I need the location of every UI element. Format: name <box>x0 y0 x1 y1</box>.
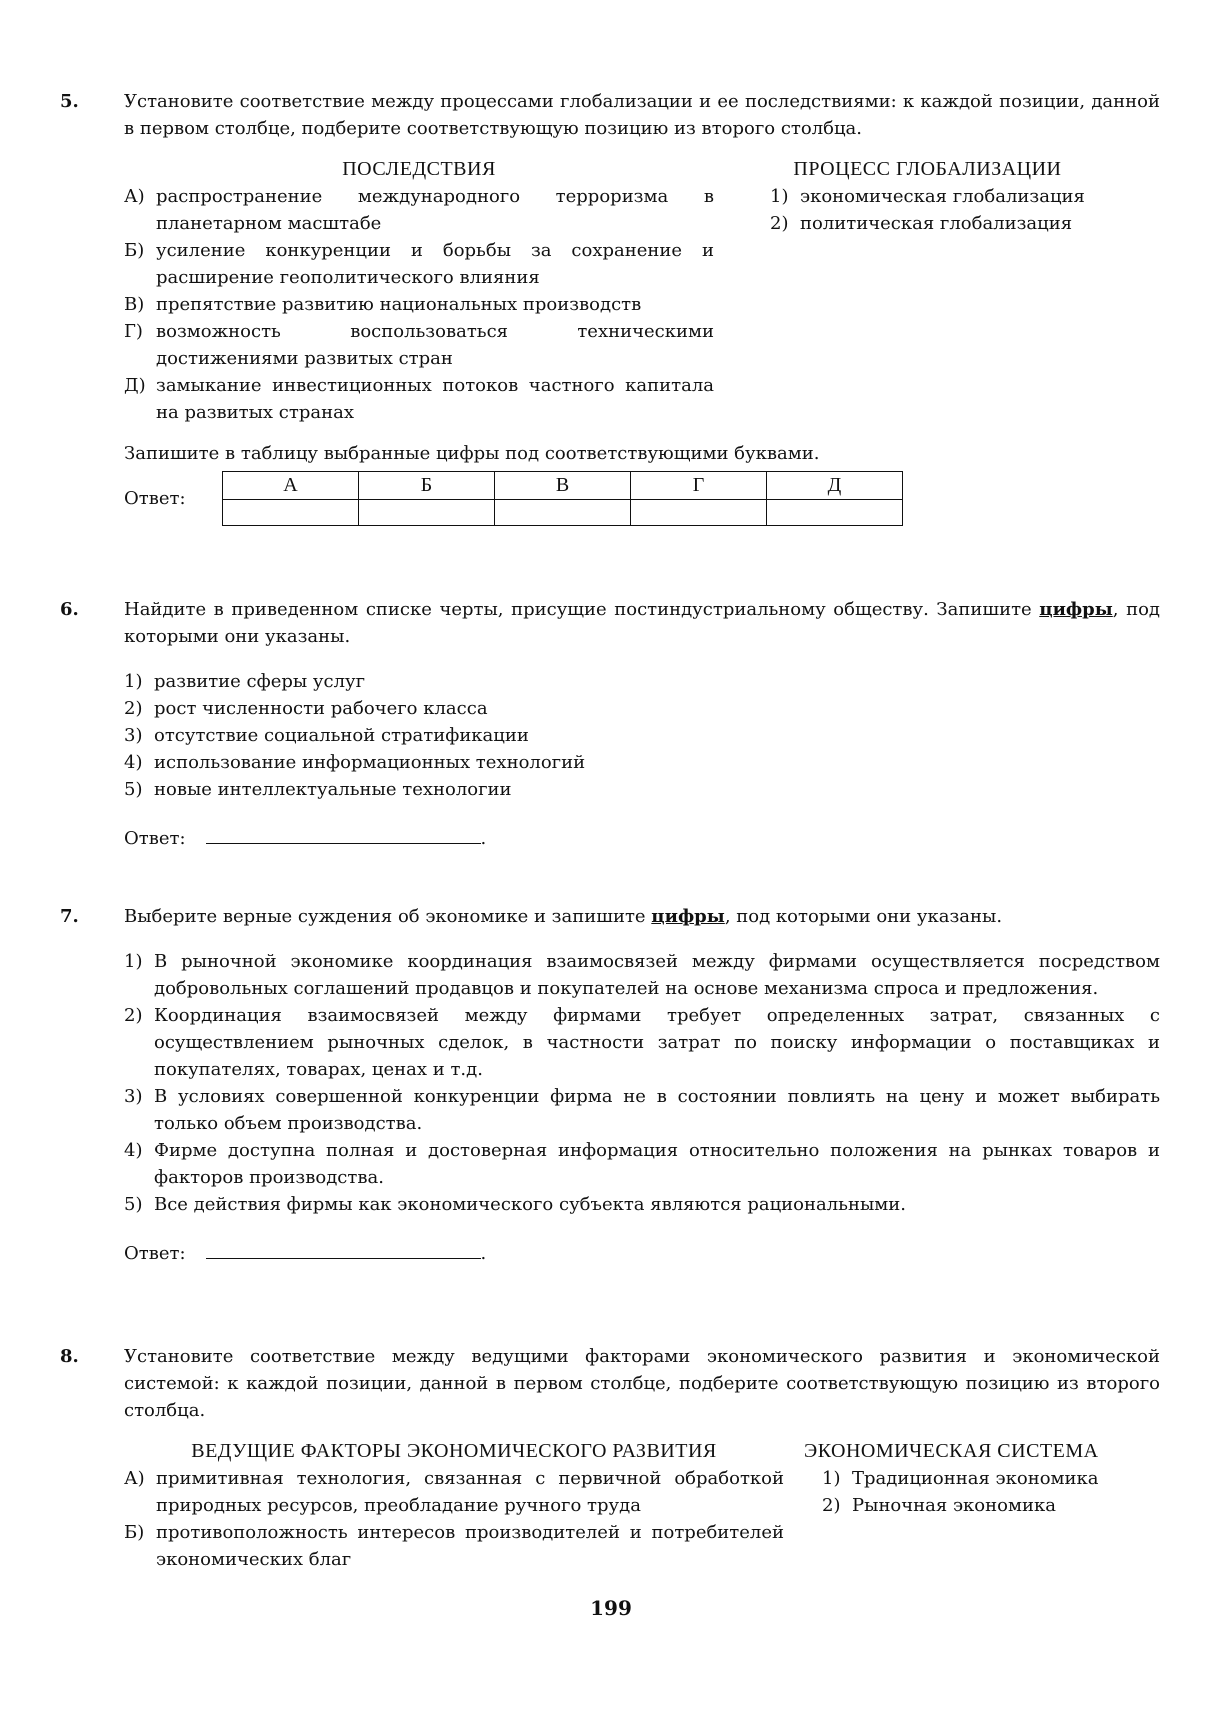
list-item <box>124 291 714 318</box>
item-label: 1) <box>822 1468 841 1489</box>
item-text: противоположность интересов производителей и потребителей экономических благ <box>156 1522 784 1570</box>
item-text: Традиционная экономика <box>852 1468 1099 1489</box>
list-item <box>124 237 714 291</box>
column-header: ЭКОНОМИЧЕСКАЯ СИСТЕМА <box>804 1440 1099 1462</box>
list-item <box>124 668 1160 695</box>
column-header: ПРОЦЕСС ГЛОБАЛИЗАЦИИ <box>793 158 1062 180</box>
question-text: Установите соответствие между ведущими факторами экономического развития и экономической системой: к каждой позиции, данной в первом столбце, подберите соответствующую позицию из второго столбца. <box>124 1346 1160 1421</box>
list-item <box>770 210 1085 237</box>
item-label: 1) <box>124 671 143 692</box>
list-item <box>124 318 714 372</box>
item-text: развитие сферы услуг <box>154 671 366 692</box>
emphasis-digits: цифры <box>1039 599 1113 620</box>
item-label: 4) <box>124 752 143 773</box>
answer-label: Ответ: <box>124 488 186 509</box>
question-6 <box>60 596 1160 852</box>
list-item <box>822 1492 1099 1519</box>
emphasis-digits: цифры <box>651 906 725 927</box>
item-label: 3) <box>124 1086 143 1107</box>
statements-list <box>124 948 1160 1218</box>
answer-table <box>222 471 903 526</box>
answer-cell[interactable] <box>767 500 903 526</box>
answer-cell[interactable] <box>495 500 631 526</box>
list-item <box>124 1137 1160 1191</box>
question-text: Установите соответствие между процессами глобализации и ее последствиями: к каждой позиции, данной в первом столбце, подберите соответствующую позицию из второго столбца. <box>124 91 1160 139</box>
item-label: 2) <box>124 1005 143 1026</box>
table-header-cell: В <box>495 472 631 500</box>
table-header-cell: Д <box>767 472 903 500</box>
answer-cell[interactable] <box>631 500 767 526</box>
question-number: 5. <box>60 91 79 112</box>
table-header-cell: А <box>223 472 359 500</box>
question-text <box>124 596 1160 650</box>
answer-label: Ответ: <box>124 828 186 849</box>
item-text: отсутствие социальной стратификации <box>154 725 529 746</box>
item-text: распространение международного терроризма в планетарном масштабе <box>156 186 714 234</box>
answer-line[interactable] <box>206 823 481 844</box>
item-text: экономическая глобализация <box>800 186 1085 207</box>
consequences-column <box>124 156 714 426</box>
item-text: примитивная технология, связанная с первичной обработкой природных ресурсов, преобладание ручного труда <box>156 1468 784 1516</box>
list-item <box>124 183 714 237</box>
answer-cell[interactable] <box>359 500 495 526</box>
item-text: В условиях совершенной конкуренции фирма не в состоянии повлиять на цену и может выбирать только объем производства. <box>154 1086 1160 1134</box>
answer-row <box>124 823 1160 852</box>
question-8 <box>60 1343 1160 1573</box>
item-label: А) <box>124 186 145 207</box>
answer-cell[interactable] <box>223 500 359 526</box>
answer-label: Ответ: <box>124 1243 186 1264</box>
options-list <box>124 668 1160 803</box>
item-text: усиление конкуренции и борьбы за сохранение и расширение геополитического влияния <box>156 240 714 288</box>
item-label: 1) <box>124 951 143 972</box>
item-label: Д) <box>124 375 146 396</box>
item-text: использование информационных технологий <box>154 752 586 773</box>
list-item <box>124 1519 784 1573</box>
item-label: Б) <box>124 240 145 261</box>
list-item <box>124 1465 784 1519</box>
question-text-part: , под которыми они указаны. <box>124 599 1160 647</box>
item-label: 3) <box>124 725 143 746</box>
item-text: Фирме доступна полная и достоверная информация относительно положения на рынках товаров и факторов производства. <box>154 1140 1160 1188</box>
question-7 <box>60 903 1160 1267</box>
item-label: 5) <box>124 1194 143 1215</box>
question-number: 6. <box>60 599 79 620</box>
list-item <box>822 1465 1099 1492</box>
item-label: Б) <box>124 1522 145 1543</box>
answer-row <box>124 471 1160 526</box>
list-item <box>124 1083 1160 1137</box>
item-label: 5) <box>124 779 143 800</box>
answer-end: . <box>480 828 487 849</box>
item-text: препятствие развитию национальных производств <box>156 294 642 315</box>
item-label: 2) <box>822 1495 841 1516</box>
item-label: В) <box>124 294 145 315</box>
column-header: ВЕДУЩИЕ ФАКТОРЫ ЭКОНОМИЧЕСКОГО РАЗВИТИЯ <box>191 1440 717 1462</box>
list-item <box>124 1002 1160 1083</box>
factors-column <box>124 1438 784 1573</box>
item-text: рост численности рабочего класса <box>154 698 488 719</box>
list-item <box>124 749 1160 776</box>
question-5 <box>60 88 1160 526</box>
item-label: А) <box>124 1468 145 1489</box>
list-item <box>124 1191 1160 1218</box>
globalization-column <box>770 156 1085 426</box>
item-text: новые интеллектуальные технологии <box>154 779 512 800</box>
list-item <box>124 372 714 426</box>
answer-row <box>124 1238 1160 1267</box>
question-text-part: , под которыми они указаны. <box>724 906 1003 927</box>
item-label: 2) <box>124 698 143 719</box>
item-text: Все действия фирмы как экономического субъекта являются рациональными. <box>154 1194 906 1215</box>
item-label: 2) <box>770 213 789 234</box>
item-text: В рыночной экономике координация взаимосвязей между фирмами осуществляется посредством добровольных соглашений продавцов и покупателей на основе механизма спроса и предложения. <box>154 951 1160 999</box>
question-number: 7. <box>60 906 79 927</box>
list-item <box>124 776 1160 803</box>
answer-end: . <box>480 1243 487 1264</box>
list-item <box>124 695 1160 722</box>
list-item <box>124 948 1160 1002</box>
question-text-part: Найдите в приведенном списке черты, присущие постиндустриальному обществу. Запишите <box>124 599 1040 620</box>
question-text-part: Выберите верные суждения об экономике и запишите <box>124 906 652 927</box>
item-label: 1) <box>770 186 789 207</box>
question-number: 8. <box>60 1346 79 1367</box>
page-number: 199 <box>590 1596 632 1620</box>
list-item <box>770 183 1085 210</box>
item-text: политическая глобализация <box>800 213 1073 234</box>
item-text: возможность воспользоваться техническими достижениями развитых стран <box>156 321 714 369</box>
economic-system-column <box>804 1438 1099 1573</box>
column-header: ПОСЛЕДСТВИЯ <box>342 158 496 180</box>
table-header-cell: Г <box>631 472 767 500</box>
item-text: замыкание инвестиционных потоков частного капитала на развитых странах <box>156 375 714 423</box>
instruction-text: Запишите в таблицу выбранные цифры под соответствующими буквами. <box>124 443 820 464</box>
item-text: Координация взаимосвязей между фирмами требует определенных затрат, связанных с осуществлением рыночных сделок, в частности затрат по поиску информации о поставщиках и покупателях, товарах, ценах и т.д. <box>154 1005 1160 1080</box>
item-label: Г) <box>124 321 143 342</box>
list-item <box>124 722 1160 749</box>
answer-line[interactable] <box>206 1238 481 1259</box>
item-label: 4) <box>124 1140 143 1161</box>
table-header-cell: Б <box>359 472 495 500</box>
question-text <box>124 903 1160 930</box>
item-text: Рыночная экономика <box>852 1495 1056 1516</box>
